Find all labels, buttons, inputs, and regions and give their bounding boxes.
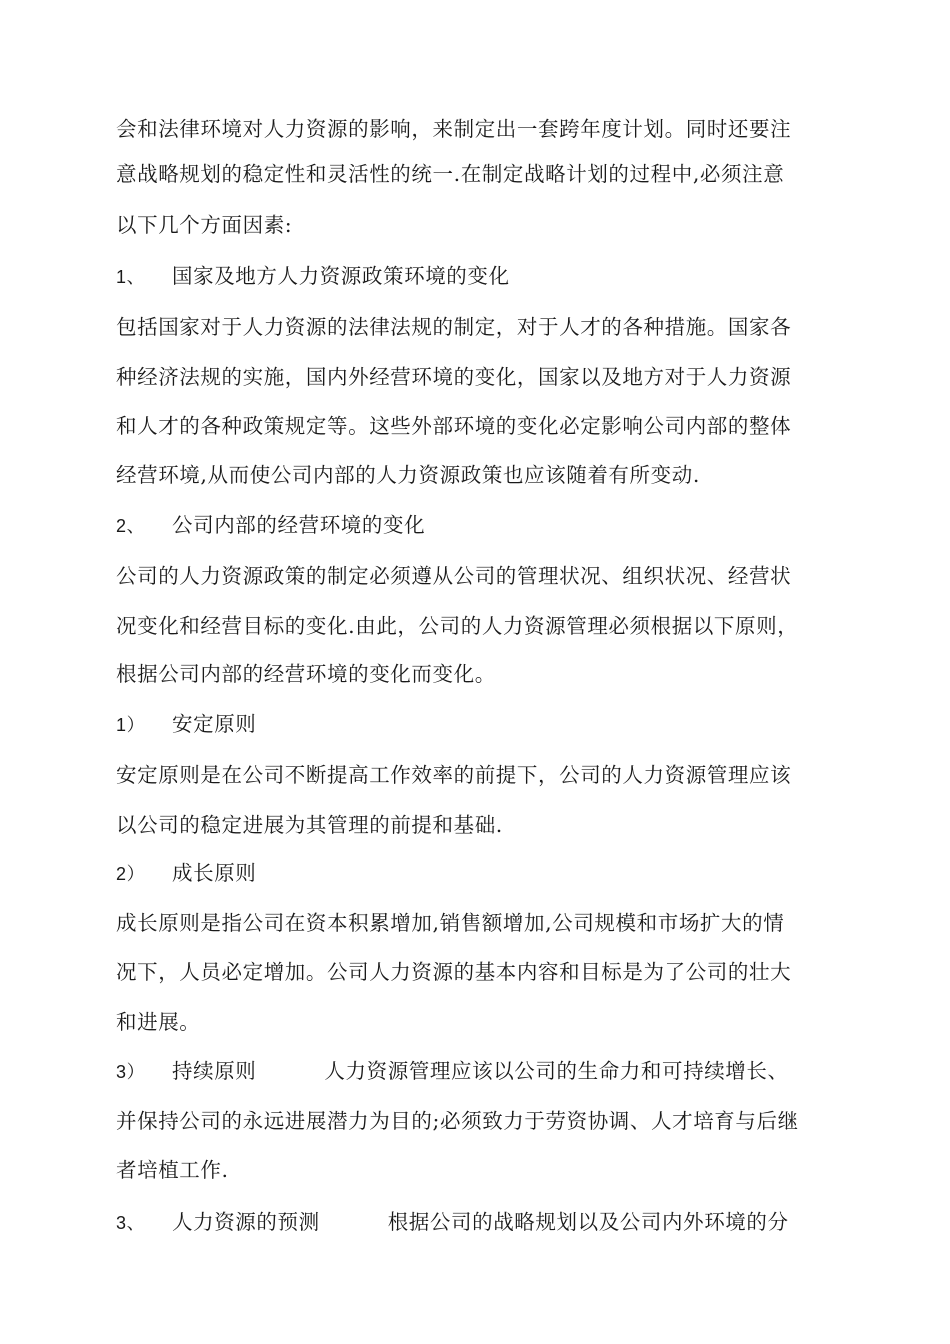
section-text: 根据公司的战略规划以及公司内外环境的分 — [387, 1210, 789, 1234]
paragraph-line: 公司的人力资源政策的制定必须遵从公司的管理状况、组织状况、经营状 — [116, 564, 792, 588]
paragraph-line: 以下几个方面因素: — [116, 213, 293, 237]
section-number: 3、 — [116, 1213, 146, 1233]
paragraph-line: 并保持公司的永远进展潜力为目的;必须致力于劳资协调、人才培育与后继 — [116, 1109, 799, 1133]
paragraph-line: 和进展。 — [116, 1010, 201, 1034]
paragraph-line: 包括国家对于人力资源的法律法规的制定，对于人才的各种措施。国家各 — [116, 315, 792, 339]
paragraph-line: 安定原则是在公司不断提高工作效率的前提下，公司的人力资源管理应该 — [116, 763, 792, 787]
paragraph-line: 意战略规划的稳定性和灵活性的统一.在制定战略计划的过程中,必须注意 — [116, 162, 785, 186]
subsection-text: 人力资源管理应该以公司的生命力和可持续增长、 — [324, 1059, 789, 1083]
subsection-heading — [116, 1056, 846, 1087]
paragraph-line: 成长原则是指公司在资本积累增加,销售额增加,公司规模和市场扩大的情 — [116, 911, 785, 935]
paragraph-line: 况变化和经营目标的变化.由此，公司的人力资源管理必须根据以下原则， — [116, 614, 799, 638]
subsection-number: 2） — [116, 864, 146, 884]
subsection-title: 成长原则 — [172, 861, 257, 885]
paragraph-line: 者培植工作. — [116, 1158, 229, 1182]
section-heading — [116, 261, 846, 292]
paragraph-line: 种经济法规的实施，国内外经营环境的变化，国家以及地方对于人力资源 — [116, 365, 792, 389]
paragraph-line: 根据公司内部的经营环境的变化而变化。 — [116, 662, 496, 686]
subsection-number: 1） — [116, 715, 146, 735]
section-number: 1、 — [116, 267, 146, 287]
section-title: 国家及地方人力资源政策环境的变化 — [172, 264, 510, 288]
section-title: 人力资源的预测 — [172, 1210, 320, 1234]
section-heading — [116, 1207, 846, 1238]
subsection-heading — [116, 709, 846, 740]
section-number: 2、 — [116, 516, 146, 536]
paragraph-line: 和人才的各种政策规定等。这些外部环境的变化必定影响公司内部的整体 — [116, 414, 792, 438]
subsection-number: 3） — [116, 1062, 146, 1082]
subsection-title: 安定原则 — [172, 712, 257, 736]
subsection-heading — [116, 858, 846, 889]
subsection-title: 持续原则 — [172, 1059, 257, 1083]
paragraph-line: 会和法律环境对人力资源的影响，来制定出一套跨年度计划。同时还要注 — [116, 117, 792, 141]
paragraph-line: 以公司的稳定进展为其管理的前提和基础. — [116, 813, 503, 837]
section-heading — [116, 510, 846, 541]
section-title: 公司内部的经营环境的变化 — [172, 513, 426, 537]
paragraph-line: 况下，人员必定增加。公司人力资源的基本内容和目标是为了公司的壮大 — [116, 960, 792, 984]
paragraph-line: 经营环境,从而使公司内部的人力资源政策也应该随着有所变动. — [116, 463, 700, 487]
